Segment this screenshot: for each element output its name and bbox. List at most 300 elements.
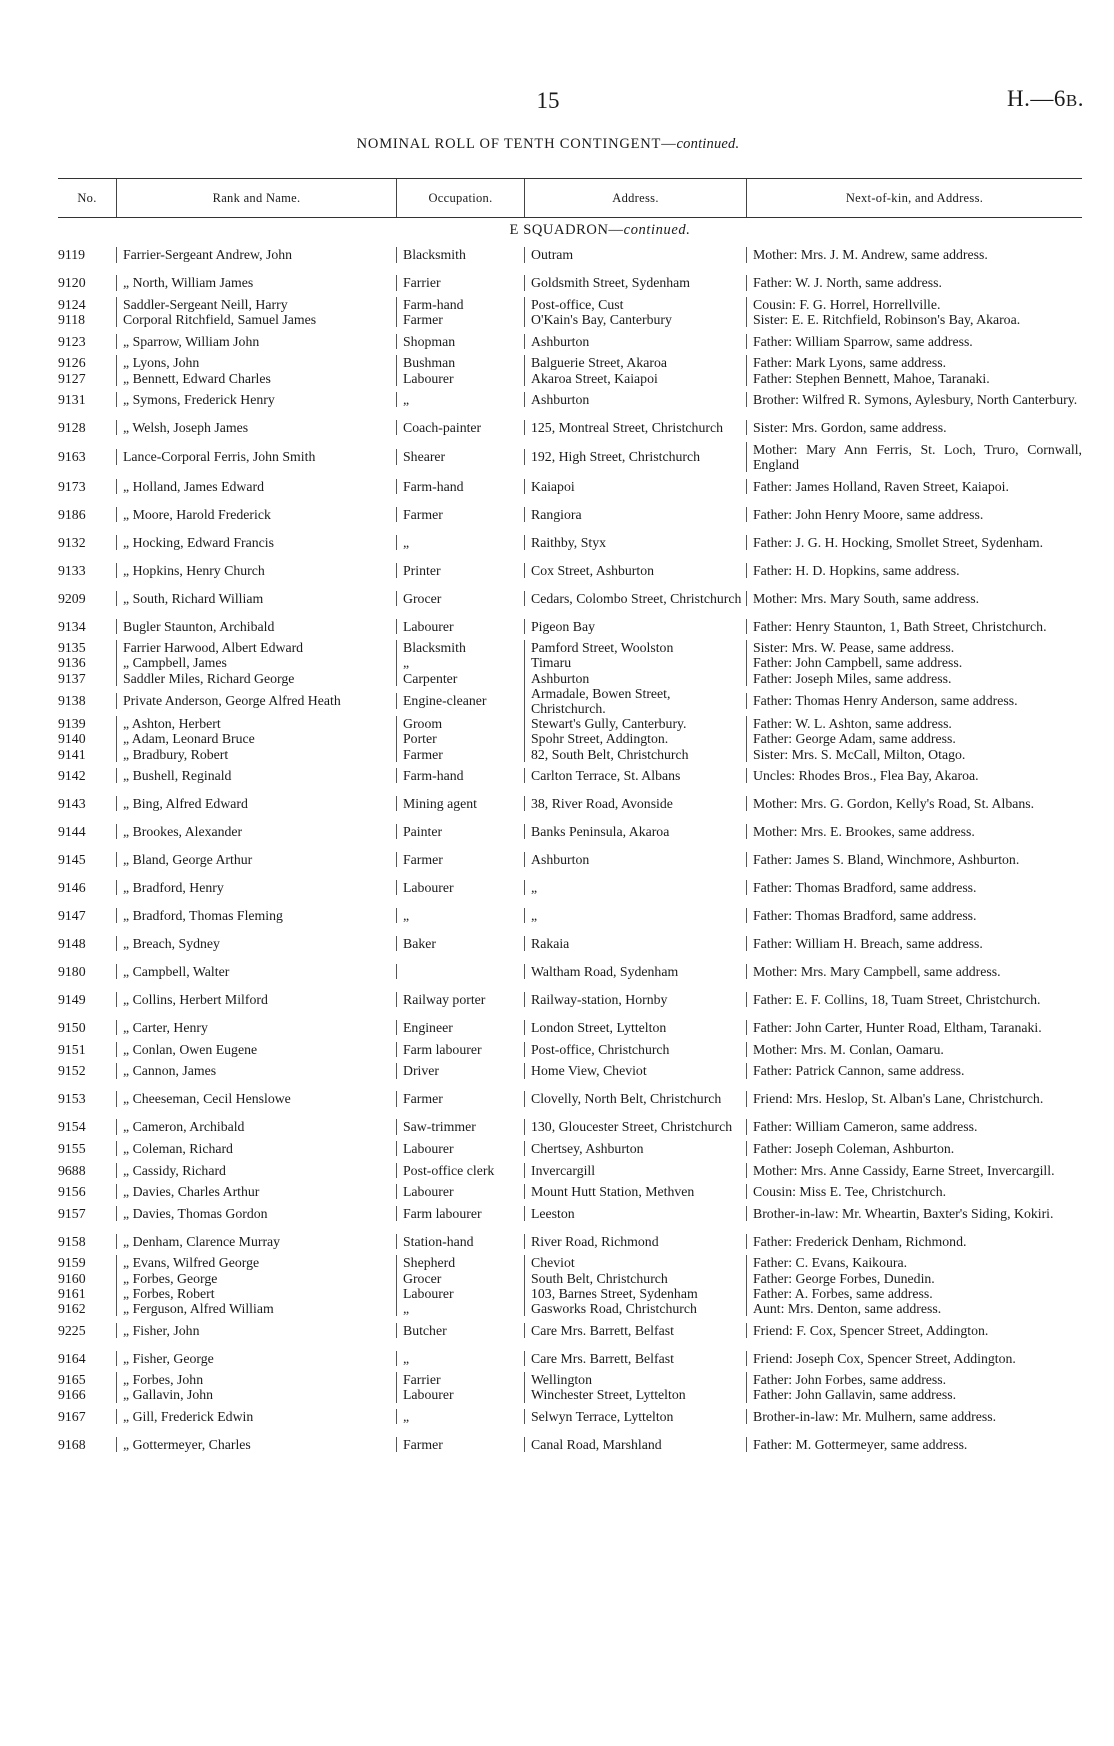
cell-rank-name: „ Ferguson, Alfred William	[116, 1301, 396, 1316]
cell-number: 9134	[58, 618, 86, 634]
cell-rank-name: „ Cameron, Archibald	[116, 1119, 396, 1134]
table-row	[58, 1014, 1082, 1042]
cell-number: 9140	[58, 731, 86, 747]
cell-occupation: Driver	[396, 1063, 524, 1078]
cell-rank-name: „ Hocking, Edward Francis	[116, 535, 396, 550]
cell-number: 9157	[58, 1205, 86, 1221]
table-row	[58, 1141, 1082, 1156]
table-row	[58, 528, 1082, 556]
table-row	[58, 958, 1082, 986]
table-row	[58, 1271, 1082, 1286]
cell-rank-name: „ Hopkins, Henry Church	[116, 563, 396, 578]
cell-rank-name: „ Carter, Henry	[116, 1020, 396, 1035]
header-rank-name: Rank and Name.	[116, 179, 396, 217]
cell-address: Winchester Street, Lyttelton	[524, 1387, 746, 1402]
cell-number: 9151	[58, 1041, 86, 1057]
cell-occupation: Post-office clerk	[396, 1163, 524, 1178]
cell-rank-name: „ Symons, Frederick Henry	[116, 392, 396, 407]
cell-next-of-kin: Father: W. J. North, same address.	[746, 275, 1082, 290]
cell-address: 82, South Belt, Christchurch	[524, 747, 746, 762]
series-suffix: B	[1065, 91, 1078, 110]
cell-next-of-kin: Father: Henry Staunton, 1, Bath Street, Christchurch.	[746, 619, 1082, 634]
cell-rank-name: Farrier-Sergeant Andrew, John	[116, 247, 396, 262]
cell-occupation: Engine-cleaner	[396, 693, 524, 708]
cell-occupation: Farmer	[396, 312, 524, 327]
cell-next-of-kin: Mother: Mrs. Mary South, same address.	[746, 591, 1082, 606]
cell-next-of-kin: Father: John Forbes, same address.	[746, 1372, 1082, 1387]
cell-rank-name: „ Holland, James Edward	[116, 479, 396, 494]
cell-next-of-kin: Brother-in-law: Mr. Mulhern, same address.	[746, 1409, 1082, 1424]
cell-address: „	[524, 880, 746, 895]
cell-number: 9138	[58, 693, 86, 709]
cell-next-of-kin: Mother: Mrs. Anne Cassidy, Earne Street, Invercargill.	[746, 1163, 1082, 1178]
cell-number: 9133	[58, 562, 86, 578]
cell-number: 9146	[58, 880, 86, 896]
cell-rank-name: „ Sparrow, William John	[116, 334, 396, 349]
cell-number: 9127	[58, 370, 86, 386]
table-row	[58, 762, 1082, 790]
cell-address: South Belt, Christchurch	[524, 1271, 746, 1286]
table-row	[58, 472, 1082, 500]
cell-address: Ashburton	[524, 392, 746, 407]
cell-number: 9120	[58, 275, 86, 291]
cell-next-of-kin: Father: John Campbell, same address.	[746, 655, 1082, 670]
cell-number: 9168	[58, 1437, 86, 1453]
cell-rank-name: Corporal Ritchfield, Samuel James	[116, 312, 396, 327]
cell-next-of-kin: Father: Frederick Denham, Richmond.	[746, 1234, 1082, 1249]
cell-address: Care Mrs. Barrett, Belfast	[524, 1323, 746, 1338]
cell-next-of-kin: Father: Joseph Miles, same address.	[746, 671, 1082, 686]
cell-next-of-kin: Father: William H. Breach, same address.	[746, 936, 1082, 951]
cell-rank-name: Bugler Staunton, Archibald	[116, 619, 396, 634]
cell-address: River Road, Richmond	[524, 1234, 746, 1249]
cell-address: Ashburton	[524, 334, 746, 349]
cell-rank-name: „ Conlan, Owen Eugene	[116, 1042, 396, 1057]
table-row	[58, 671, 1082, 686]
cell-occupation: Labourer	[396, 619, 524, 634]
cell-occupation: Farmer	[396, 1091, 524, 1106]
cell-occupation: Farm-hand	[396, 479, 524, 494]
table-row	[58, 1057, 1082, 1085]
cell-number: 9158	[58, 1233, 86, 1249]
section-heading-text: E SQUADRON—	[509, 222, 624, 238]
cell-next-of-kin: Father: William Cameron, same address.	[746, 1119, 1082, 1134]
cell-address: Selwyn Terrace, Lyttelton	[524, 1409, 746, 1424]
cell-next-of-kin: Father: John Henry Moore, same address.	[746, 507, 1082, 522]
table-row	[58, 818, 1082, 846]
cell-occupation: Blacksmith	[396, 640, 524, 655]
cell-occupation: Farmer	[396, 507, 524, 522]
cell-next-of-kin: Father: J. G. H. Hocking, Smollet Street, Sydenham.	[746, 535, 1082, 550]
table-row	[58, 1227, 1082, 1255]
series-end: .	[1077, 86, 1084, 111]
cell-next-of-kin: Mother: Mary Ann Ferris, St. Loch, Truro, Cornwall, England	[746, 442, 1082, 472]
table-row	[58, 790, 1082, 818]
cell-address: Spohr Street, Addington.	[524, 731, 746, 746]
cell-address: Cedars, Colombo Street, Christchurch	[524, 591, 746, 606]
table-body	[58, 241, 1082, 1459]
series-prefix: H.—6	[1007, 86, 1066, 111]
cell-rank-name: „ Bradford, Thomas Fleming	[116, 908, 396, 923]
cell-next-of-kin: Father: Thomas Henry Anderson, same address.	[746, 693, 1082, 708]
cell-number: 9167	[58, 1409, 86, 1425]
table-row	[58, 1403, 1082, 1431]
table-row	[58, 640, 1082, 655]
header-address: Address.	[524, 179, 746, 217]
cell-occupation: Groom	[396, 716, 524, 731]
cell-rank-name: „ Bennett, Edward Charles	[116, 371, 396, 386]
cell-address: Balguerie Street, Akaroa	[524, 355, 746, 370]
cell-occupation: Farmer	[396, 1437, 524, 1452]
cell-next-of-kin: Father: Joseph Coleman, Ashburton.	[746, 1141, 1082, 1156]
cell-rank-name: Saddler Miles, Richard George	[116, 671, 396, 686]
cell-number: 9163	[58, 449, 86, 465]
cell-next-of-kin: Aunt: Mrs. Denton, same address.	[746, 1301, 1082, 1316]
document-title	[0, 136, 1096, 153]
cell-next-of-kin: Father: George Adam, same address.	[746, 731, 1082, 746]
table-row	[58, 686, 1082, 716]
cell-address: Ashburton	[524, 671, 746, 686]
cell-rank-name: „ Evans, Wilfred George	[116, 1255, 396, 1270]
cell-rank-name: „ Forbes, George	[116, 1271, 396, 1286]
cell-number: 9164	[58, 1350, 86, 1366]
cell-rank-name: „ Bradford, Henry	[116, 880, 396, 895]
cell-next-of-kin: Father: Thomas Bradford, same address.	[746, 880, 1082, 895]
cell-occupation: Saw-trimmer	[396, 1119, 524, 1134]
cell-next-of-kin: Mother: Mrs. G. Gordon, Kelly's Road, St. Albans.	[746, 796, 1082, 811]
table-row	[58, 1344, 1082, 1372]
cell-number: 9156	[58, 1184, 86, 1200]
cell-address: Home View, Cheviot	[524, 1063, 746, 1078]
cell-address: O'Kain's Bay, Canterbury	[524, 312, 746, 327]
table-row	[58, 1156, 1082, 1184]
document-series	[1007, 86, 1084, 112]
cell-occupation: Farrier	[396, 275, 524, 290]
cell-number: 9159	[58, 1255, 86, 1271]
cell-next-of-kin: Father: E. F. Collins, 18, Tuam Street, Christchurch.	[746, 992, 1082, 1007]
cell-rank-name: „ Bing, Alfred Edward	[116, 796, 396, 811]
cell-number: 9131	[58, 392, 86, 408]
cell-next-of-kin: Father: Stephen Bennett, Mahoe, Taranaki.	[746, 371, 1082, 386]
cell-rank-name: „ Bland, George Arthur	[116, 852, 396, 867]
cell-address: Leeston	[524, 1206, 746, 1221]
cell-rank-name: Saddler-Sergeant Neill, Harry	[116, 297, 396, 312]
cell-address: Post-office, Christchurch	[524, 1042, 746, 1057]
cell-rank-name: „ Davies, Thomas Gordon	[116, 1206, 396, 1221]
cell-rank-name: „ South, Richard William	[116, 591, 396, 606]
table-row	[58, 355, 1082, 370]
cell-occupation: Bushman	[396, 355, 524, 370]
cell-occupation: Railway porter	[396, 992, 524, 1007]
table-row	[58, 612, 1082, 640]
cell-number: 9155	[58, 1141, 86, 1157]
table-row	[58, 1301, 1082, 1316]
table-row	[58, 414, 1082, 442]
cell-next-of-kin: Mother: Mrs. E. Brookes, same address.	[746, 824, 1082, 839]
cell-address: Timaru	[524, 655, 746, 670]
cell-address: Waltham Road, Sydenham	[524, 964, 746, 979]
document-title-main: NOMINAL ROLL OF TENTH CONTINGENT—	[356, 136, 677, 152]
cell-occupation: Labourer	[396, 880, 524, 895]
cell-number: 9162	[58, 1301, 86, 1317]
cell-address: Banks Peninsula, Akaroa	[524, 824, 746, 839]
cell-address: Ashburton	[524, 852, 746, 867]
cell-rank-name: „ Collins, Herbert Milford	[116, 992, 396, 1007]
cell-rank-name: „ Davies, Charles Arthur	[116, 1184, 396, 1199]
cell-number: 9149	[58, 992, 86, 1008]
cell-next-of-kin: Mother: Mrs. Mary Campbell, same address.	[746, 964, 1082, 979]
cell-number: 9153	[58, 1091, 86, 1107]
cell-rank-name: „ Coleman, Richard	[116, 1141, 396, 1156]
cell-next-of-kin: Father: A. Forbes, same address.	[746, 1286, 1082, 1301]
section-heading	[58, 219, 1082, 241]
cell-number: 9166	[58, 1387, 86, 1403]
cell-occupation: „	[396, 655, 524, 670]
cell-next-of-kin: Father: H. D. Hopkins, same address.	[746, 563, 1082, 578]
cell-next-of-kin: Father: C. Evans, Kaikoura.	[746, 1255, 1082, 1270]
cell-next-of-kin: Cousin: F. G. Horrel, Horrellville.	[746, 297, 1082, 312]
cell-next-of-kin: Cousin: Miss E. Tee, Christchurch.	[746, 1184, 1082, 1199]
cell-occupation: Grocer	[396, 1271, 524, 1286]
header-no: No.	[77, 190, 97, 205]
table-row	[58, 297, 1082, 312]
cell-next-of-kin: Father: James Holland, Raven Street, Kaiapoi.	[746, 479, 1082, 494]
cell-occupation: „	[396, 1409, 524, 1424]
header-occupation: Occupation.	[396, 179, 524, 217]
cell-address: Cheviot	[524, 1255, 746, 1270]
table-row	[58, 269, 1082, 297]
cell-next-of-kin: Father: James S. Bland, Winchmore, Ashburton.	[746, 852, 1082, 867]
cell-occupation: Painter	[396, 824, 524, 839]
header-next-of-kin: Next-of-kin, and Address.	[746, 179, 1082, 217]
cell-next-of-kin: Brother-in-law: Mr. Wheartin, Baxter's Siding, Kokiri.	[746, 1206, 1082, 1221]
cell-next-of-kin: Friend: Joseph Cox, Spencer Street, Addington.	[746, 1351, 1082, 1366]
cell-number: 9165	[58, 1372, 86, 1388]
cell-number: 9142	[58, 768, 86, 784]
cell-address: Rangiora	[524, 507, 746, 522]
cell-occupation: Carpenter	[396, 671, 524, 686]
document-title-italic: continued.	[676, 136, 740, 152]
cell-occupation: Farm labourer	[396, 1042, 524, 1057]
table-row	[58, 442, 1082, 472]
cell-occupation: Labourer	[396, 371, 524, 386]
cell-address: 103, Barnes Street, Sydenham	[524, 1286, 746, 1301]
cell-address: Clovelly, North Belt, Christchurch	[524, 1091, 746, 1106]
cell-occupation: „	[396, 1301, 524, 1316]
table-row	[58, 1372, 1082, 1387]
cell-next-of-kin: Mother: Mrs. J. M. Andrew, same address.	[746, 247, 1082, 262]
cell-number: 9135	[58, 640, 86, 656]
cell-rank-name: „ Moore, Harold Frederick	[116, 507, 396, 522]
cell-number: 9119	[58, 247, 86, 263]
cell-next-of-kin: Father: Mark Lyons, same address.	[746, 355, 1082, 370]
cell-address: Post-office, Cust	[524, 297, 746, 312]
cell-next-of-kin: Mother: Mrs. M. Conlan, Oamaru.	[746, 1042, 1082, 1057]
cell-rank-name: „ Cheeseman, Cecil Henslowe	[116, 1091, 396, 1106]
cell-next-of-kin: Friend: F. Cox, Spencer Street, Addington.	[746, 1323, 1082, 1338]
cell-address: Akaroa Street, Kaiapoi	[524, 371, 746, 386]
cell-address: Railway-station, Hornby	[524, 992, 746, 1007]
cell-occupation: Farm-hand	[396, 768, 524, 783]
cell-next-of-kin: Father: William Sparrow, same address.	[746, 334, 1082, 349]
cell-rank-name: „ Cassidy, Richard	[116, 1163, 396, 1178]
cell-rank-name: „ Forbes, Robert	[116, 1286, 396, 1301]
table-row	[58, 1316, 1082, 1344]
cell-number: 9118	[58, 312, 86, 328]
cell-number: 9139	[58, 716, 86, 732]
cell-number: 9145	[58, 852, 86, 868]
table-row	[58, 241, 1082, 269]
cell-address: Kaiapoi	[524, 479, 746, 494]
page-number: 15	[536, 88, 560, 113]
table-row	[58, 655, 1082, 670]
cell-rank-name: „ Adam, Leonard Bruce	[116, 731, 396, 746]
cell-address: 130, Gloucester Street, Christchurch	[524, 1119, 746, 1134]
cell-occupation: Shearer	[396, 449, 524, 464]
table-row	[58, 747, 1082, 762]
table-row	[58, 386, 1082, 414]
cell-rank-name: „ Cannon, James	[116, 1063, 396, 1078]
cell-rank-name: „ Ashton, Herbert	[116, 716, 396, 731]
cell-number: 9180	[58, 964, 86, 980]
table-row	[58, 500, 1082, 528]
cell-number: 9150	[58, 1020, 86, 1036]
cell-occupation: Labourer	[396, 1184, 524, 1199]
cell-occupation: „	[396, 535, 524, 550]
table-row	[58, 327, 1082, 355]
cell-address: Wellington	[524, 1372, 746, 1387]
cell-address: 125, Montreal Street, Christchurch	[524, 420, 746, 435]
table-row	[58, 1113, 1082, 1141]
table-row	[58, 312, 1082, 327]
cell-occupation: „	[396, 908, 524, 923]
cell-rank-name: „ Campbell, James	[116, 655, 396, 670]
table-row	[58, 1255, 1082, 1270]
cell-rank-name: „ Gottermeyer, Charles	[116, 1437, 396, 1452]
cell-number: 9186	[58, 506, 86, 522]
cell-address: 38, River Road, Avonside	[524, 796, 746, 811]
cell-address: Gasworks Road, Christchurch	[524, 1301, 746, 1316]
cell-address: Invercargill	[524, 1163, 746, 1178]
cell-next-of-kin: Father: George Forbes, Dunedin.	[746, 1271, 1082, 1286]
cell-rank-name: Farrier Harwood, Albert Edward	[116, 640, 396, 655]
cell-address: Raithby, Styx	[524, 535, 746, 550]
cell-number: 9148	[58, 936, 86, 952]
nominal-roll-table	[58, 178, 1082, 1459]
cell-next-of-kin: Uncles: Rhodes Bros., Flea Bay, Akaroa.	[746, 768, 1082, 783]
cell-occupation: Shopman	[396, 334, 524, 349]
cell-occupation: Farm-hand	[396, 297, 524, 312]
cell-occupation: Labourer	[396, 1387, 524, 1402]
table-row	[58, 1199, 1082, 1227]
cell-number: 9137	[58, 670, 86, 686]
table-row	[58, 874, 1082, 902]
cell-rank-name: „ Bradbury, Robert	[116, 747, 396, 762]
table-row	[58, 930, 1082, 958]
table-row	[58, 1184, 1082, 1199]
table-row	[58, 1387, 1082, 1402]
cell-occupation: Farm labourer	[396, 1206, 524, 1221]
table-row	[58, 584, 1082, 612]
cell-rank-name: „ Lyons, John	[116, 355, 396, 370]
cell-occupation: Station-hand	[396, 1234, 524, 1249]
cell-rank-name: „ Gallavin, John	[116, 1387, 396, 1402]
cell-address: Care Mrs. Barrett, Belfast	[524, 1351, 746, 1366]
cell-occupation: Baker	[396, 936, 524, 951]
cell-number: 9225	[58, 1322, 86, 1338]
cell-rank-name: „ Welsh, Joseph James	[116, 420, 396, 435]
cell-next-of-kin: Father: John Carter, Hunter Road, Eltham, Taranaki.	[746, 1020, 1082, 1035]
cell-rank-name: „ Forbes, John	[116, 1372, 396, 1387]
cell-occupation: „	[396, 392, 524, 407]
cell-occupation: Mining agent	[396, 796, 524, 811]
cell-number: 9152	[58, 1063, 86, 1079]
cell-rank-name: „ Denham, Clarence Murray	[116, 1234, 396, 1249]
cell-address: Outram	[524, 247, 746, 262]
cell-address: Stewart's Gully, Canterbury.	[524, 716, 746, 731]
cell-number: 9141	[58, 746, 86, 762]
cell-number: 9132	[58, 534, 86, 550]
cell-occupation: Blacksmith	[396, 247, 524, 262]
cell-rank-name: Private Anderson, George Alfred Heath	[116, 693, 396, 708]
cell-number: 9209	[58, 590, 86, 606]
cell-occupation	[396, 964, 524, 979]
cell-address: Pamford Street, Woolston	[524, 640, 746, 655]
cell-occupation: Farrier	[396, 1372, 524, 1387]
cell-occupation: Printer	[396, 563, 524, 578]
cell-next-of-kin: Father: M. Gottermeyer, same address.	[746, 1437, 1082, 1452]
cell-number: 9123	[58, 333, 86, 349]
cell-occupation: Labourer	[396, 1141, 524, 1156]
cell-rank-name: „ Bushell, Reginald	[116, 768, 396, 783]
cell-number: 9124	[58, 297, 86, 312]
cell-address: Mount Hutt Station, Methven	[524, 1184, 746, 1199]
table-row	[58, 986, 1082, 1014]
cell-next-of-kin: Sister: Mrs. S. McCall, Milton, Otago.	[746, 747, 1082, 762]
cell-number: 9128	[58, 420, 86, 436]
table-row	[58, 371, 1082, 386]
cell-number: 9143	[58, 796, 86, 812]
cell-occupation: Butcher	[396, 1323, 524, 1338]
cell-next-of-kin: Father: John Gallavin, same address.	[746, 1387, 1082, 1402]
table-row	[58, 556, 1082, 584]
cell-address: Chertsey, Ashburton	[524, 1141, 746, 1156]
cell-rank-name: „ Brookes, Alexander	[116, 824, 396, 839]
cell-rank-name: „ Fisher, John	[116, 1323, 396, 1338]
cell-rank-name: „ Gill, Frederick Edwin	[116, 1409, 396, 1424]
cell-address: Canal Road, Marshland	[524, 1437, 746, 1452]
cell-address: Armadale, Bowen Street, Christchurch.	[524, 686, 746, 716]
cell-number: 9160	[58, 1270, 86, 1286]
table-row	[58, 1085, 1082, 1113]
cell-next-of-kin: Friend: Mrs. Heslop, St. Alban's Lane, Christchurch.	[746, 1091, 1082, 1106]
table-row	[58, 1431, 1082, 1459]
cell-occupation: Farmer	[396, 747, 524, 762]
cell-rank-name: „ Campbell, Walter	[116, 964, 396, 979]
cell-rank-name: „ Fisher, George	[116, 1351, 396, 1366]
cell-rank-name: Lance-Corporal Ferris, John Smith	[116, 449, 396, 464]
cell-number: 9147	[58, 908, 86, 924]
cell-occupation: Coach-painter	[396, 420, 524, 435]
cell-address: „	[524, 908, 746, 923]
cell-next-of-kin: Brother: Wilfred R. Symons, Aylesbury, North Canterbury.	[746, 392, 1082, 407]
table-row	[58, 902, 1082, 930]
cell-address: 192, High Street, Christchurch	[524, 449, 746, 464]
cell-occupation: Engineer	[396, 1020, 524, 1035]
cell-number: 9144	[58, 824, 86, 840]
section-heading-italic: continued.	[623, 222, 691, 238]
cell-occupation: Labourer	[396, 1286, 524, 1301]
